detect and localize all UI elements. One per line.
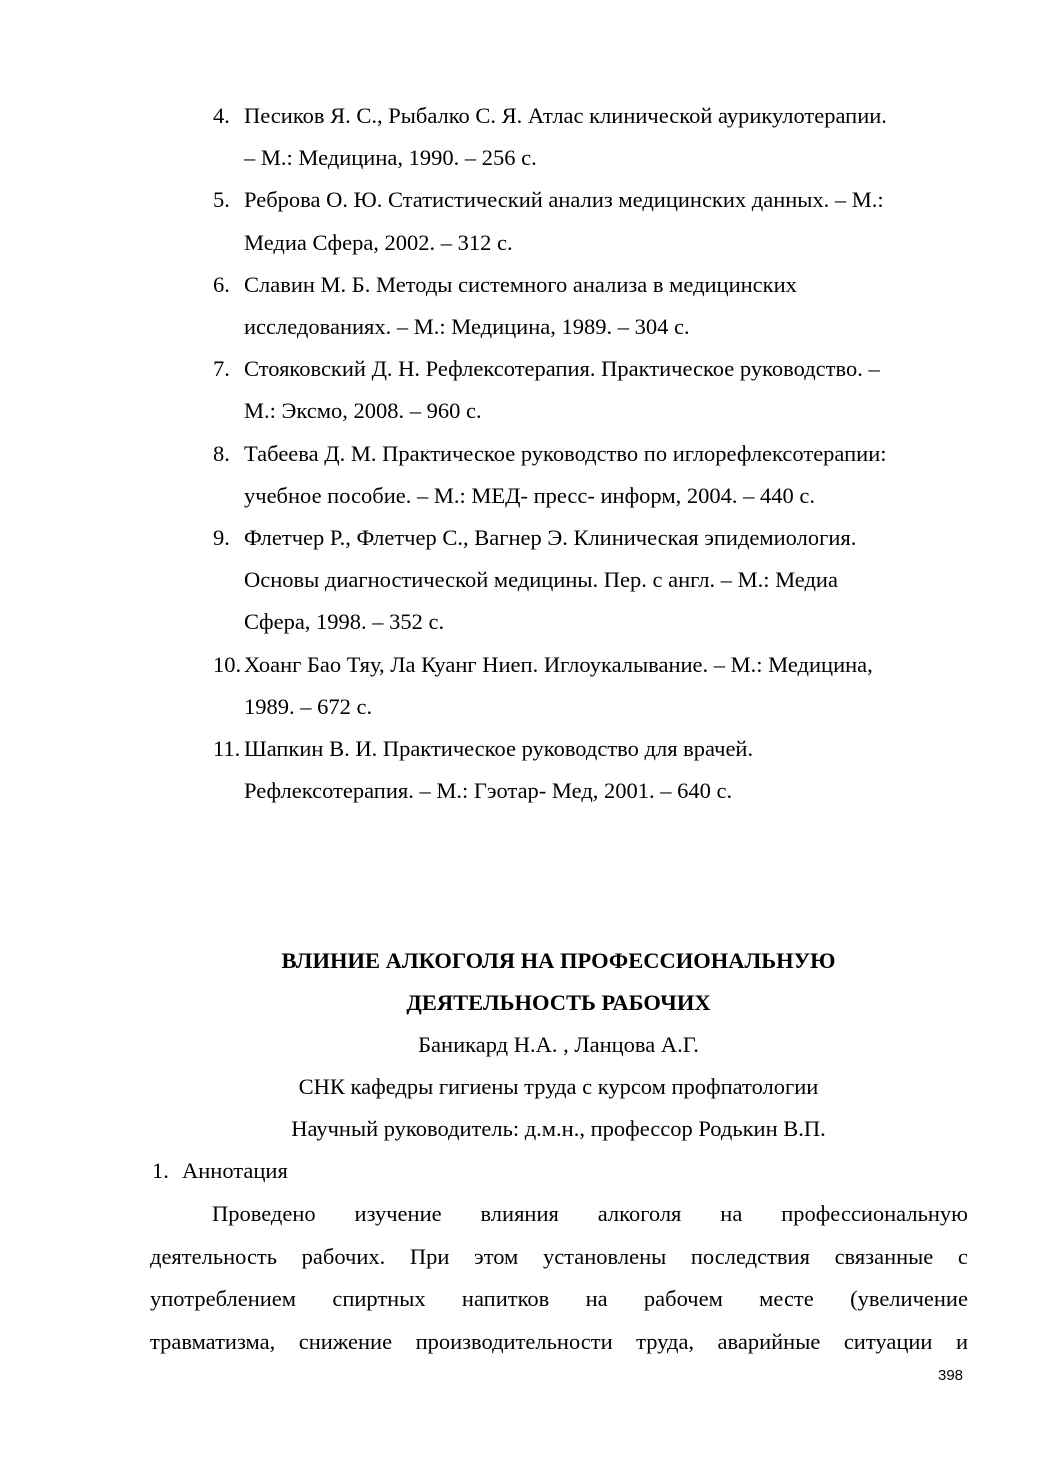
article-department: СНК кафедры гигиены труда с курсом профпатологии <box>298 1074 819 1099</box>
reference-number: 6. <box>213 271 230 297</box>
reference-text-line: Сфера, 1998. – 352 с. <box>244 609 445 635</box>
reference-item <box>213 517 973 644</box>
reference-item <box>213 433 973 517</box>
word: ситуации <box>843 1328 933 1354</box>
word: последствия <box>690 1243 810 1269</box>
reference-text-line: Стояковский Д. Н. Рефлексотерапия. Практическое руководство. – <box>244 356 880 382</box>
word: употреблением <box>150 1286 296 1311</box>
reference-text-line: Шапкин В. И. Практическое руководство для врачей. <box>244 736 754 762</box>
reference-list <box>213 95 973 812</box>
word: изучение <box>354 1201 442 1226</box>
abstract-paragraph <box>150 1193 968 1363</box>
reference-text-line: исследованиях. – М.: Медицина, 1989. – 304 с. <box>244 314 690 340</box>
reference-item <box>213 95 973 179</box>
word: (увеличение <box>850 1286 968 1311</box>
reference-text-line: Славин М. Б. Методы системного анализа в медицинских <box>244 271 797 297</box>
section-heading <box>152 1150 288 1192</box>
reference-text-line: М.: Эксмо, 2008. – 960 с. <box>244 398 482 424</box>
reference-item <box>213 644 973 728</box>
word: рабочем <box>643 1286 723 1311</box>
word: профессиональную <box>781 1201 968 1226</box>
reference-number: 8. <box>213 440 230 466</box>
word: труда, <box>636 1328 695 1354</box>
word: месте <box>759 1286 814 1311</box>
word: рабочих. <box>301 1243 386 1269</box>
reference-item <box>213 179 973 263</box>
paragraph-line <box>150 1321 968 1364</box>
reference-item <box>213 264 973 348</box>
word: спиртных <box>332 1286 426 1311</box>
section-number: 1. <box>152 1158 169 1183</box>
reference-text-line: Хоанг Бао Тяу, Ла Куанг Ниеп. Иглоукалывание. – М.: Медицина, <box>244 651 873 677</box>
article-supervisor: Научный руководитель: д.м.н., профессор Родькин В.П. <box>291 1116 826 1141</box>
reference-item <box>213 728 973 812</box>
word: производительности <box>415 1328 613 1354</box>
word: связанные <box>834 1243 934 1269</box>
reference-text-line: Основы диагностической медицины. Пер. с англ. – М.: Медиа <box>244 567 838 593</box>
paragraph-line <box>150 1278 968 1321</box>
reference-text-line: Песиков Я. С., Рыбалко С. Я. Атлас клинической аурикулотерапии. <box>244 103 887 128</box>
paragraph-line <box>150 1193 968 1236</box>
reference-text-line: 1989. – 672 с. <box>244 693 373 719</box>
word: напитков <box>461 1286 550 1311</box>
word: Проведено <box>212 1201 316 1226</box>
reference-text-line: Реброва О. Ю. Статистический анализ медицинских данных. – М.: <box>244 187 884 213</box>
page-number: 398 <box>938 1367 964 1384</box>
word: этом <box>474 1243 519 1269</box>
reference-text-line: учебное пособие. – М.: МЕД- пресс- информ, 2004. – 440 с. <box>244 482 815 508</box>
word: деятельность <box>150 1243 278 1269</box>
section-title: Аннотация <box>182 1158 288 1183</box>
reference-number: 5. <box>213 187 230 213</box>
reference-text-line: Медиа Сфера, 2002. – 312 с. <box>244 229 513 255</box>
reference-text-line: – М.: Медицина, 1990. – 256 с. <box>244 145 537 171</box>
reference-number: 7. <box>213 356 230 382</box>
article-title-line-1: ВЛИНИЕ АЛКОГОЛЯ НА ПРОФЕССИОНАЛЬНУЮ <box>281 948 836 973</box>
word: При <box>409 1243 450 1269</box>
word: травматизма, <box>150 1328 276 1354</box>
word: алкоголя <box>597 1201 682 1226</box>
reference-text-line: Табеева Д. М. Практическое руководство по иглорефлексотерапии: <box>244 440 887 466</box>
word: установлены <box>542 1243 667 1269</box>
reference-number: 11. <box>213 736 241 762</box>
word: на <box>585 1286 608 1311</box>
reference-text-line: Рефлексотерапия. – М.: Гэотар- Мед, 2001. – 640 с. <box>244 778 733 804</box>
word: и <box>955 1328 968 1354</box>
word: влияния <box>480 1201 559 1226</box>
paragraph-line <box>150 1236 968 1279</box>
word: на <box>720 1201 743 1226</box>
article-title-line-2: ДЕЯТЕЛЬНОСТЬ РАБОЧИХ <box>406 990 711 1015</box>
reference-item <box>213 348 973 432</box>
reference-number: 10. <box>213 651 242 677</box>
word: аварийные <box>717 1328 821 1354</box>
article-authors: Баникард Н.А. , Ланцова А.Г. <box>418 1032 699 1057</box>
word: снижение <box>298 1328 393 1354</box>
reference-number: 4. <box>213 103 230 128</box>
reference-number: 9. <box>213 525 230 551</box>
word: с <box>957 1243 968 1269</box>
reference-text-line: Флетчер Р., Флетчер С., Вагнер Э. Клиническая эпидемиология. <box>244 525 857 551</box>
